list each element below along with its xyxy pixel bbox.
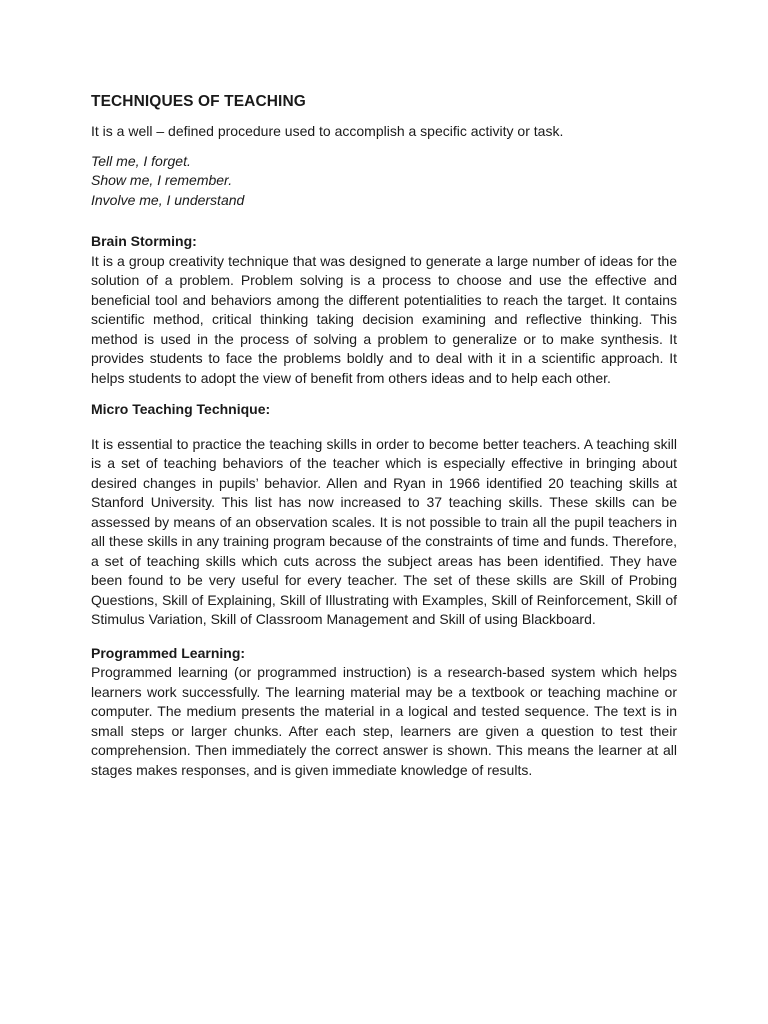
section-heading: Programmed Learning: — [91, 644, 246, 661]
quote-line: Involve me, I understand — [91, 191, 245, 208]
quote-line: Show me, I remember. — [91, 172, 233, 188]
section-body: It is a group creativity technique that was designed to generate a large number of ideas for the solution of a problem. Problem solving is a process to choose and use the effective and beneficial tool and behaviors among the different potentialities to reach the target. It contains scientific method, critical thinking taking decision examining and reflective thinking. This method is used in the process of solving a problem to generalize or to make synthesis. It provides students to face the problems boldly and to deal with it in a scientific approach. It helps students to adopt the view of benefit from others ideas and to help each other. — [91, 252, 677, 386]
document-title: TECHNIQUES OF TEACHING — [91, 93, 306, 110]
section-micro-teaching — [91, 400, 677, 630]
quote-block — [91, 152, 677, 211]
section-body: It is essential to practice the teaching skills in order to become better teachers. A teaching skill is a set of teaching behaviors of the teacher which is especially effective in bringing about desired changes in pupils’ behavior. Allen and Ryan in 1966 identified 20 teaching skills at Stanford University. This list has now increased to 37 teaching skills. These skills can be assessed by means of an observation scales. It is not possible to train all the pupil teachers in all these skills in any training program because of the constraints of time and funds. Therefore, a set of teaching skills which cuts across the subject areas has been identified. They have been found to be very useful for every teacher. The set of these skills are Skill of Probing Questions, Skill of Explaining, Skill of Illustrating with Examples, Skill of Reinforcement, Skill of Stimulus Variation, Skill of Classroom Management and Skill of using Blackboard. — [91, 435, 677, 627]
section-brain-storming — [91, 232, 677, 388]
section-body: Programmed learning (or programmed instruction) is a research-based system which helps learners work successfully. The learning material may be a textbook or teaching machine or computer. The medium presents the material in a logical and tested sequence. The text is in small steps or larger chunks. After each step, learners are given a question to test their comprehension. Then immediately the correct answer is shown. This means the learner at all stages makes responses, and is given immediate knowledge of results. — [91, 664, 677, 778]
intro-text: It is a well – defined procedure used to accomplish a specific activity or task. — [91, 123, 564, 139]
section-programmed-learning — [91, 644, 677, 781]
section-heading: Brain Storming: — [91, 233, 197, 249]
section-heading: Micro Teaching Technique: — [91, 401, 271, 417]
quote-line: Tell me, I forget. — [91, 152, 191, 169]
document-page — [91, 93, 677, 780]
